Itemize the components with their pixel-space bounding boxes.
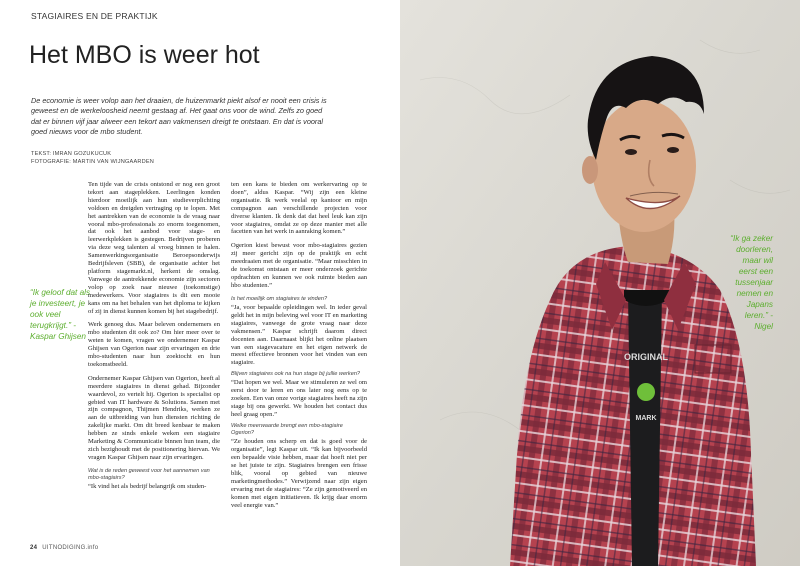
section-label: STAGIAIRES EN DE PRAKTIJK <box>31 11 158 21</box>
pullquote-right: “Ik ga zeker doorleren, maar wil eerst een tussenjaar nemen en Japans leren.” - Nigel <box>730 234 773 331</box>
article-paragraph: ten een kans te bieden om werkervaring op te doen”, aldus Kaspar. “Wij zijn een kleine organisatie. Ik werk veelal op kantoor en mijn compagnon aan verschillende projecten voor diverse klanten. Ik denk dat dat heel leuk kan zijn voor stagiaires, omdat ze op deze manier met alle facetten van het werk in aanraking komen.” <box>231 181 367 236</box>
publication-name: UITNODIGING.info <box>42 545 99 551</box>
interview-answer: “Dat hopen we wel. Maar we stimuleren ze wel om eerst door te leren en ons later nog eens op te zoeken. Een van onze vorige stagiaires heeft na zijn stage bij ons gewerkt. We houden het contact dus heel graag open.” <box>231 379 367 419</box>
shirt-print-line2: MARK <box>635 415 657 422</box>
page-footer <box>30 545 98 551</box>
interview-question: Blijven stagiaires ook na hun stage bij jullie werken? <box>231 371 361 378</box>
intro-paragraph: De economie is weer volop aan het draaien, de huizenmarkt piekt alsof er nooit een crisis is geweest en de werkeloosheid neemt gestaag af. Het gaat ons voor de wind. Zelfs zo goed dat er binnen vijf jaar alweer een tekort aan vakmensen dreigt te ontstaan. En dat is vooral goed nieuws voor de mbo student. <box>31 96 327 137</box>
photo-credit: FOTOGRAFIE: MARTIN VAN WIJNGAARDEN <box>31 159 155 165</box>
article-paragraph: Ogerion kiest bewust voor mbo-stagiaires gezien zij meer gericht zijn op de praktijk en echt meedraaien met de organisatie. “Maar misschien in de toekomst ontstaan er meer onderzoek gerichte opdrachten en kunnen we ook ruimte bieden aan hbo studenten.” <box>231 242 367 289</box>
text-credit: TEKST: IMRAN GOZUKUCUK <box>31 151 112 157</box>
interview-answer: “Ze houden ons scherp en dat is goed voor de organisatie”, legt Kaspar uit. “Ik kan bijvoorbeeld een bepaalde visie hebben, maar dat hoeft niet per se het juiste te zijn. Stagiaires brengen een frisse blik, vooral op gebied van nieuwe marketingmethodes.” Verwijzend naar zijn eigen ervaring met de stagiaires: “Ze zijn gemotiveerd en komen met eigen initiatieven. Ik krijg daar enorm veel energie van.” <box>231 438 367 509</box>
shirt-print-line1: ORIGINAL <box>624 352 668 362</box>
article-paragraph: Werk genoeg dus. Maar beleven ondernemers en mbo studenten dit ook zo? Om hier meer over te weten te komen, vragen we ondernemer Kaspar Ghijsen van Ogerion naar zijn ervaringen en drie mbo-studenten naar hun zoektocht en hun toekomstbeeld. <box>88 321 220 368</box>
credits <box>31 150 154 166</box>
article-column-1 <box>88 181 220 494</box>
interview-question: Is het moeilijk om stagiaires te vinden? <box>231 295 328 302</box>
article-paragraph: Ten tijde van de crisis ontstond er nog een groot tekort aan stageplekken. Leerlingen konden hierdoor moeilijk aan hun studieverplichting voldoen en dreigden vertraging op te lopen. Met het aantrekken van de economie is de vraag naar vooral mbo-professionals zo enorm toegenomen, dat ook het aanbod voor stage- en leerwerkplekken is gestegen. Bedrijven proberen via deze weg talenten al vroeg binnen te halen. Samenwerkingsorganisatie Beroepsonderwijs Bedrijfsleven (SBB), de organisatie achter het platform stagemarkt.nl, herkent de omslag. Vanwege de aantrekkende economie zijn sectoren volop op zoek naar nieuwe (toekomstige) medewerkers. Voor stagiaires is dit een mooie kans om na het behalen van het diploma te kijken of zij in dienst kunnen komen bij het stagebedrijf. <box>88 181 220 315</box>
article-column-2 <box>231 181 367 513</box>
interview-answer: “Ja, voor bepaalde opleidingen wel. In ieder geval geldt het in mijn beleving wel voor IT en marketing stagiaires, vanwege de grote vraag naar deze vakmensen.” Kaspar schrijft daarom direct docenten aan. Daarnaast blijkt het online plaatsen van een stagevacature en het eigen netwerk de meest effectieve bronnen voor het vinden van een stagiaire. <box>231 303 367 367</box>
interview-question: Wat is de reden geweest voor het aannemen van mbo-stagiairs? <box>88 467 210 482</box>
interview-question: Welke meerwaarde brengt een mbo-stagiaire Ogerion? <box>231 422 343 437</box>
headline: Het MBO is weer hot <box>29 41 260 69</box>
pullquote-left: “Ik geloof dat als je investeert, je ook veel terugkrijgt.” - Kaspar Ghijsen <box>30 288 91 341</box>
interview-answer: “Ik vind het als bedrijf belangrijk om studen- <box>88 483 207 491</box>
page-number: 24 <box>30 545 38 551</box>
article-paragraph: Ondernemer Kaspar Ghijsen van Ogerion, heeft al meerdere stagiaires in dienst gehad. Bijzonder waardevol, zo vertelt hij. Ogerion is specialist op gebied van IT hardware & Solutions. Samen met zijn compagnon, Thijmen Hendriks, werken ze aan de uitbreiding van hun diensten richting de zakelijke markt. Om dit breed kenbaar te maken hebben ze sinds enkele weken een stagiaire Marketing & Communicatie binnen hun team, die zich bezighoudt met de positionering hiervan. We vragen Kaspar Ghijsen naar zijn ervaringen. <box>88 374 220 461</box>
